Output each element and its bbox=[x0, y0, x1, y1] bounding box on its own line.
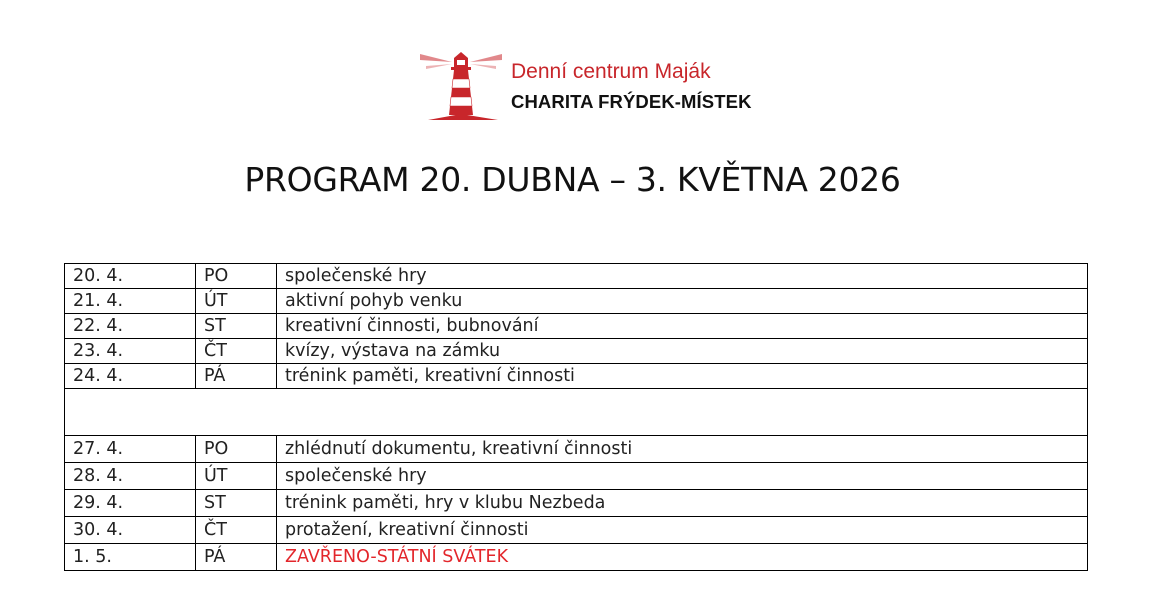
day-cell: ČT bbox=[196, 339, 277, 364]
table-row bbox=[65, 314, 1088, 339]
day-cell: ÚT bbox=[196, 289, 277, 314]
activity-cell: zhlédnutí dokumentu, kreativní činnosti bbox=[277, 436, 1088, 463]
date-cell: 23. 4. bbox=[65, 339, 196, 364]
date-cell: 21. 4. bbox=[65, 289, 196, 314]
table-row bbox=[65, 490, 1088, 517]
table-row bbox=[65, 264, 1088, 289]
table-row bbox=[65, 364, 1088, 389]
logo bbox=[418, 50, 778, 124]
separator-cell bbox=[65, 389, 1088, 436]
table-row bbox=[65, 289, 1088, 314]
week-separator-row bbox=[65, 389, 1088, 436]
activity-cell: trénink paměti, hry v klubu Nezbeda bbox=[277, 490, 1088, 517]
day-cell: PÁ bbox=[196, 544, 277, 571]
activity-cell: protažení, kreativní činnosti bbox=[277, 517, 1088, 544]
day-cell: PÁ bbox=[196, 364, 277, 389]
closed-notice-cell: ZAVŘENO-STÁTNÍ SVÁTEK bbox=[277, 544, 1088, 571]
date-cell: 30. 4. bbox=[65, 517, 196, 544]
day-cell: ST bbox=[196, 490, 277, 517]
lighthouse-icon bbox=[418, 50, 508, 122]
table-row bbox=[65, 339, 1088, 364]
day-cell: ČT bbox=[196, 517, 277, 544]
page-title: PROGRAM 20. DUBNA – 3. KVĚTNA 2026 bbox=[244, 160, 901, 199]
org-parent: CHARITA FRÝDEK-MÍSTEK bbox=[511, 91, 752, 112]
date-cell: 1. 5. bbox=[65, 544, 196, 571]
activity-cell: trénink paměti, kreativní činnosti bbox=[277, 364, 1088, 389]
date-cell: 22. 4. bbox=[65, 314, 196, 339]
org-name: Denní centrum Maják bbox=[511, 60, 711, 83]
activity-cell: kreativní činnosti, bubnování bbox=[277, 314, 1088, 339]
day-cell: PO bbox=[196, 436, 277, 463]
activity-cell: společenské hry bbox=[277, 463, 1088, 490]
activity-cell: společenské hry bbox=[277, 264, 1088, 289]
activity-cell: kvízy, výstava na zámku bbox=[277, 339, 1088, 364]
day-cell: PO bbox=[196, 264, 277, 289]
date-cell: 29. 4. bbox=[65, 490, 196, 517]
date-cell: 27. 4. bbox=[65, 436, 196, 463]
activity-cell: aktivní pohyb venku bbox=[277, 289, 1088, 314]
day-cell: ÚT bbox=[196, 463, 277, 490]
table-row bbox=[65, 463, 1088, 490]
table-row bbox=[65, 517, 1088, 544]
date-cell: 24. 4. bbox=[65, 364, 196, 389]
day-cell: ST bbox=[196, 314, 277, 339]
table-row bbox=[65, 544, 1088, 571]
date-cell: 28. 4. bbox=[65, 463, 196, 490]
table-row bbox=[65, 436, 1088, 463]
schedule-table bbox=[64, 263, 1088, 571]
date-cell: 20. 4. bbox=[65, 264, 196, 289]
